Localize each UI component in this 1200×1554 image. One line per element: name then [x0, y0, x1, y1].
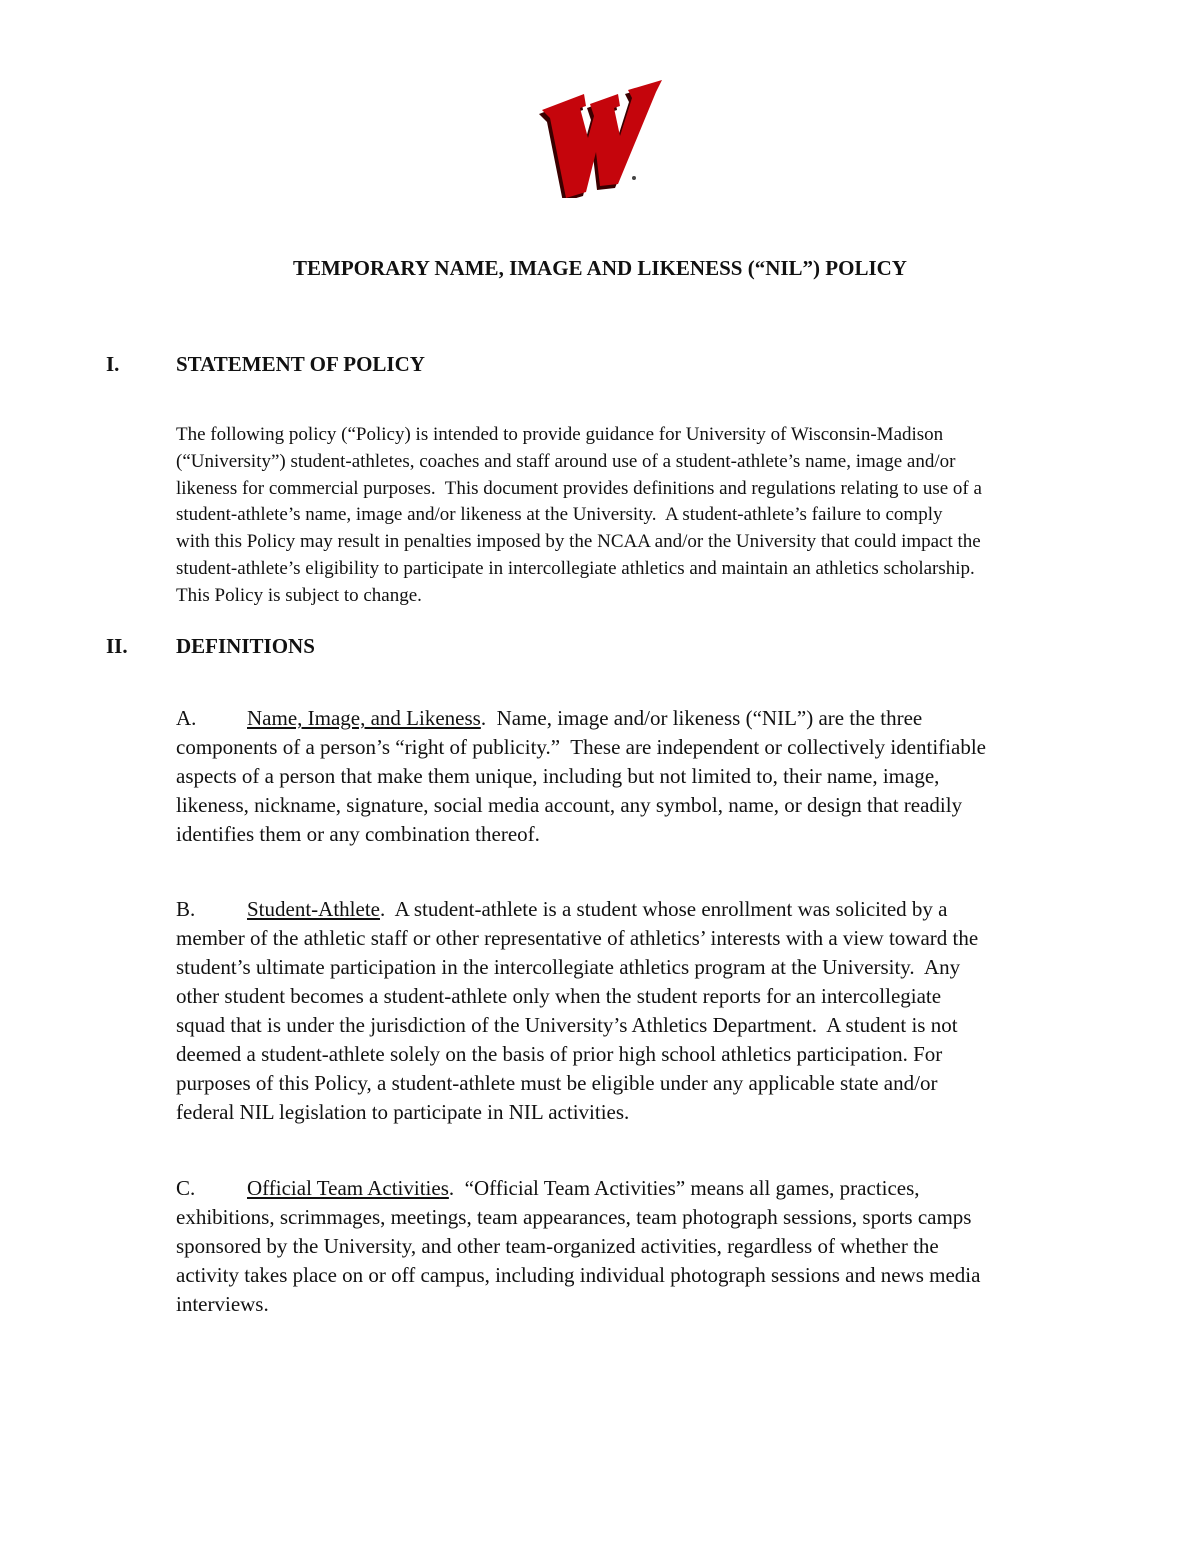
text-line: components of a person’s “right of publicity.” These are independent or collectively identifiable — [176, 735, 986, 759]
text-line: likeness for commercial purposes. This document provides definitions and regulations relating to use of a — [176, 477, 982, 499]
text-line: with this Policy may result in penalties imposed by the NCAA and/or the University that could impact the — [176, 531, 981, 553]
defined-term: Student-Athlete — [247, 897, 380, 921]
text-line: likeness, nickname, signature, social media account, any symbol, name, or design that readily — [176, 793, 963, 817]
defined-term: Name, Image, and Likeness — [247, 706, 481, 730]
text-line: student’s ultimate participation in the intercollegiate athletics program at the University. Any — [176, 955, 961, 979]
definition-official-team-activities — [176, 1174, 1106, 1319]
text-line: federal NIL legislation to participate in NIL activities. — [176, 1100, 630, 1124]
text-line: purposes of this Policy, a student-athlete must be eligible under any applicable state and/or — [176, 1071, 938, 1095]
text-line: (“University”) student-athletes, coaches and staff around use of a student-athlete’s name, image and/or — [176, 450, 956, 472]
text-line: sponsored by the University, and other team-organized activities, regardless of whether the — [176, 1234, 939, 1258]
wisconsin-w-logo — [536, 76, 664, 198]
definition-student-athlete — [176, 895, 1106, 1127]
text-line: member of the athletic staff or other representative of athletics’ interests with a view toward the — [176, 926, 979, 950]
text-line: student-athlete’s name, image and/or likeness at the University. A student-athlete’s failure to comply — [176, 504, 943, 526]
section-heading: STATEMENT OF POLICY — [176, 352, 425, 376]
text-line: student-athlete’s eligibility to participate in intercollegiate athletics and maintain an athletics scholarship. — [176, 557, 975, 579]
text-line: . Name, image and/or likeness (“NIL”) are the three — [480, 706, 923, 730]
text-line: other student becomes a student-athlete only when the student reports for an intercollegiate — [176, 984, 942, 1008]
text-line: exhibitions, scrimmages, meetings, team appearances, team photograph sessions, sports camps — [176, 1205, 972, 1229]
text-line: squad that is under the jurisdiction of the University’s Athletics Department. A student is not — [176, 1013, 958, 1037]
text-line: . “Official Team Activities” means all games, practices, — [448, 1176, 920, 1200]
text-line: deemed a student-athlete solely on the basis of prior high school athletics participation. For — [176, 1042, 943, 1066]
section-number: I. — [106, 352, 120, 376]
section-number: II. — [106, 634, 128, 658]
section-heading: DEFINITIONS — [176, 634, 315, 658]
item-letter: C. — [176, 1176, 196, 1200]
item-letter: B. — [176, 897, 196, 921]
text-line: aspects of a person that make them unique, including but not limited to, their name, image, — [176, 764, 940, 788]
text-line: activity takes place on or off campus, including individual photograph sessions and news media — [176, 1263, 981, 1287]
text-line: interviews. — [176, 1292, 269, 1316]
text-line: . A student-athlete is a student whose enrollment was solicited by a — [379, 897, 948, 921]
document-title: TEMPORARY NAME, IMAGE AND LIKENESS (“NIL”) POLICY — [293, 256, 907, 280]
defined-term: Official Team Activities — [247, 1176, 449, 1200]
text-line: This Policy is subject to change. — [176, 584, 422, 606]
policy-statement-paragraph — [176, 422, 1106, 610]
text-line: The following policy (“Policy) is intended to provide guidance for University of Wisconsin-Madison — [176, 424, 944, 445]
text-line: identifies them or any combination thereof. — [176, 822, 540, 846]
definition-name-image-likeness — [176, 704, 1106, 849]
item-letter: A. — [176, 706, 197, 730]
